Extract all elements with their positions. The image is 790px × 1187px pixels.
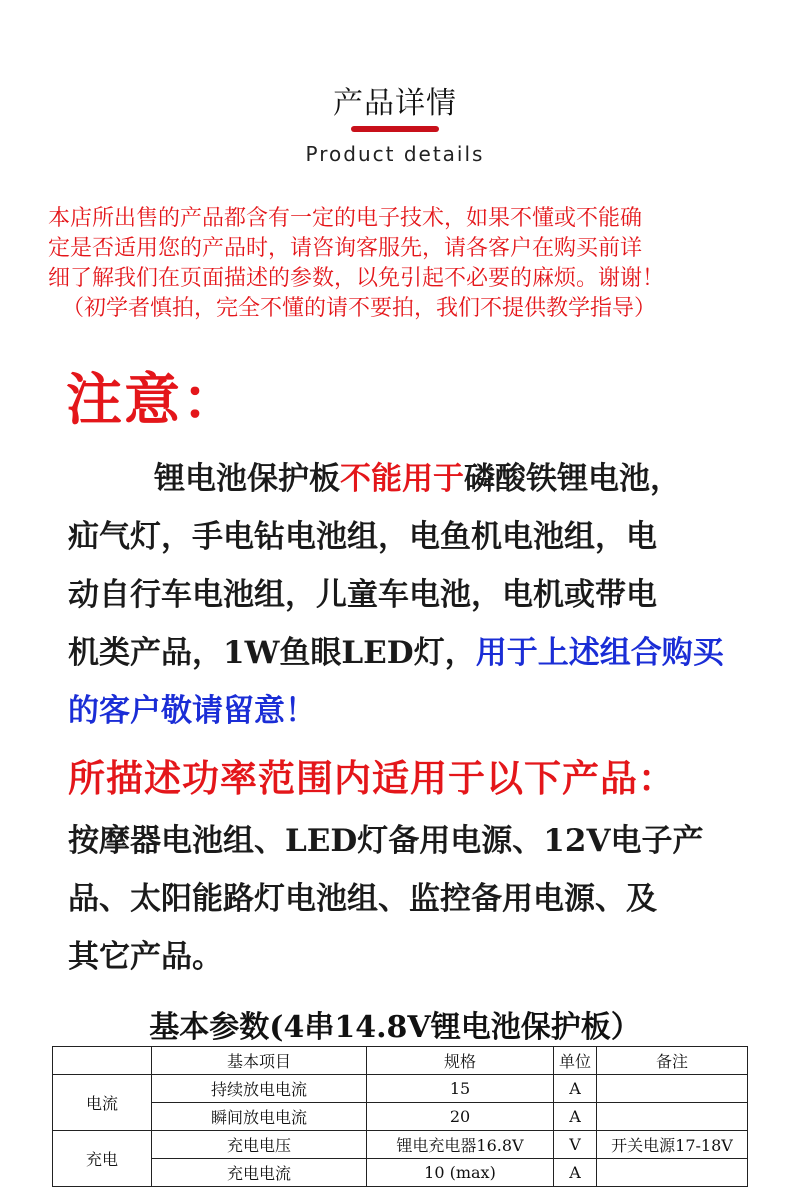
table-cell: 15 [367,1075,554,1103]
notice-line: 的客户敬请留意！ [68,693,316,729]
notice-line: 动自行车电池组，儿童车电池，电机或带电 [68,577,657,613]
notice-text: 锂电池保护板 [154,461,340,497]
intro-notice [48,204,748,324]
table-cell: 充电电流 [152,1159,367,1187]
table-cell: 20 [367,1103,554,1131]
table-header-cell: 单位 [554,1047,597,1075]
params-title: 基本参数(4串14.8V锂电池保护板） [149,1010,641,1045]
title-underline-bar [351,126,439,132]
details-subtitle: Product details [305,142,485,166]
intro-line: 本店所出售的产品都含有一定的电子技术，如果不懂或不能确 [48,206,643,231]
notice-text: 机类产品，1W鱼眼LED灯， [68,635,476,671]
table-cell [597,1159,748,1187]
notice-line [68,624,748,682]
table-row [53,1159,748,1187]
table-header-cell: 基本项目 [152,1047,367,1075]
table-cell: A [554,1103,597,1131]
table-row [53,1131,748,1159]
table-cell: 10 (max) [367,1159,554,1187]
notice-highlight-text: 用于上述组合购买 [475,635,724,671]
table-cell: 充电电压 [152,1131,367,1159]
intro-line: 细了解我们在页面描述的参数，以免引起不必要的麻烦。谢谢！ [48,266,665,291]
notice-title: 注意： [66,367,240,433]
notice-warning-text: 不能用于 [340,461,464,497]
applicable-title: 所描述功率范围内适用于以下产品： [68,756,676,800]
table-cell: A [554,1159,597,1187]
table-cell [597,1075,748,1103]
group-cell: 充电 [53,1131,152,1187]
notice-paragraph [68,450,748,740]
notice-line [68,450,748,508]
details-title: 产品详情 [333,86,457,121]
table-header-cell [53,1047,152,1075]
notice-line: 疝气灯，手电钻电池组，电鱼机电池组，电 [68,519,657,555]
intro-line: （初学者慎拍，完全不懂的请不要拍，我们不提供教学指导） [62,296,657,321]
table-header-row [53,1047,748,1075]
intro-line: 定是否适用您的产品时，请咨询客服先，请各客户在购买前详 [48,236,643,261]
table-cell: 锂电充电器16.8V [367,1131,554,1159]
table-cell [597,1103,748,1131]
applicable-line: 其它产品。 [68,939,223,975]
notice-text: 磷酸铁锂电池， [464,461,681,497]
table-row [53,1075,748,1103]
applicable-line: 按摩器电池组、LED灯备用电源、12V电子产 [68,823,704,859]
group-cell: 电流 [53,1075,152,1131]
applicable-line: 品、太阳能路灯电池组、监控备用电源、及 [68,881,657,917]
table-header-cell: 规格 [367,1047,554,1075]
table-cell: 开关电源17-18V [597,1131,748,1159]
table-row [53,1103,748,1131]
params-table [52,1046,748,1187]
table-header-cell: 备注 [597,1047,748,1075]
table-cell: 持续放电电流 [152,1075,367,1103]
table-cell: 瞬间放电电流 [152,1103,367,1131]
table-cell: V [554,1131,597,1159]
applicable-paragraph [68,812,748,986]
table-cell: A [554,1075,597,1103]
